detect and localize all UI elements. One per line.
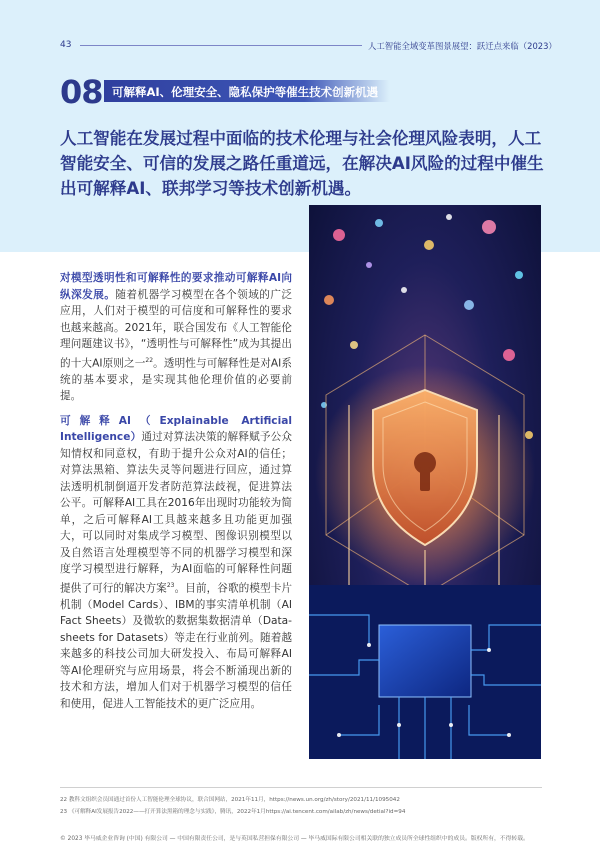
paragraph-2-text-a: 通过对算法决策的解释赋予公众知情权和同意权，有助于提升公众对AI的信任；对算法黑箱、算法失灵等问题进行回应，通过算法透明机制倒逼开发者防范算法歧视，促进算法公平。可解释AI工具在2016年出现时功能较为简单，之后可解释AI工具越来越多且功能更加强大，可以同时对集成学习模型、图像识别模型以及自然语言处理模型等不同的机器学习模型和深度学习模型进行解释，为AI面临的可解释性问题提供了可行的解决方案 (60, 431, 292, 595)
page-number: 43 (60, 40, 72, 50)
paragraph-2-text-b: 。目前，谷歌的模型卡片机制（Model Cards）、IBM的事实清单机制（AI Fact Sheets）及微软的数据集数据清单（Data-sheets for Datasets）等走在行业前列。随着越来越多的科技公司加大研发投入、布局可解释AI等AI伦理研究与应用场景，将会不断涌现出新的技术和方法，增加人们对于机器学习模型的信任和使用，促进人工智能技术的更广泛应用。 (60, 582, 293, 710)
paragraph-2-highlight: 可解释AI（Explainable Artificial Intelligence） (60, 414, 292, 444)
footnote-ref-23[interactable]: 23 (166, 581, 175, 589)
paragraph-1-text-b: 。透明性与可解释性是对AI系统的基本要求，是实现其他伦理价值的必要前提。 (60, 357, 292, 403)
footnote-23[interactable]: 23 《可解释AI发展报告2022——打开算法黑箱的理念与实践》，腾讯，2022年1月https://ai.tencent.com/ailab/zh/news/detial?id=94 (60, 809, 406, 815)
footnote-22[interactable]: 22 教科文组织会员国通过首份人工智能伦理全球协议，联合国网站，2021年11月，https://news.un.org/zh/story/2021/11/1095042 (60, 797, 400, 803)
body-text (60, 270, 292, 720)
footnote-ref-22[interactable]: 22 (145, 356, 154, 364)
paragraph-1-text-a: 随着机器学习模型在各个领域的广泛应用，人们对于模型的可信度和可解释性的要求也越来越高。2021年，联合国发布《人工智能伦理问题建议书》，“透明性与可解释性”成为其提出的十大AI原则之一 (60, 288, 293, 370)
paragraph-1 (60, 270, 292, 405)
lead-paragraph: 人工智能在发展过程中面临的技术伦理与社会伦理风险表明，人工智能安全、可信的发展之路任重道远，在解决AI风险的过程中催生出可解释AI、联邦学习等技术创新机遇。 (60, 129, 544, 198)
copyright-notice: © 2023 毕马威企业咨询 (中国) 有限公司 — 中国有限责任公司，是与英国私营担保有限公司 — 毕马威国际有限公司相关联的独立成员所全球性组织中的成员。版权所有，不得转载。 (60, 836, 529, 842)
header-divider (80, 45, 362, 46)
paragraph-1-highlight: 对模型透明性和可解释性的要求推动可解释AI向纵深发展。 (60, 272, 292, 301)
running-title: 人工智能全域变革图景展望：跃迁点来临（2023） (368, 41, 557, 51)
section-title: 可解释AI、伦理安全、隐私保护等催生技术创新机遇 (112, 85, 379, 99)
footnote-divider (60, 787, 542, 788)
shield-lock-icon (309, 205, 541, 759)
paragraph-2 (60, 413, 292, 713)
hero-image (309, 205, 541, 759)
section-number: 08 (60, 73, 103, 111)
